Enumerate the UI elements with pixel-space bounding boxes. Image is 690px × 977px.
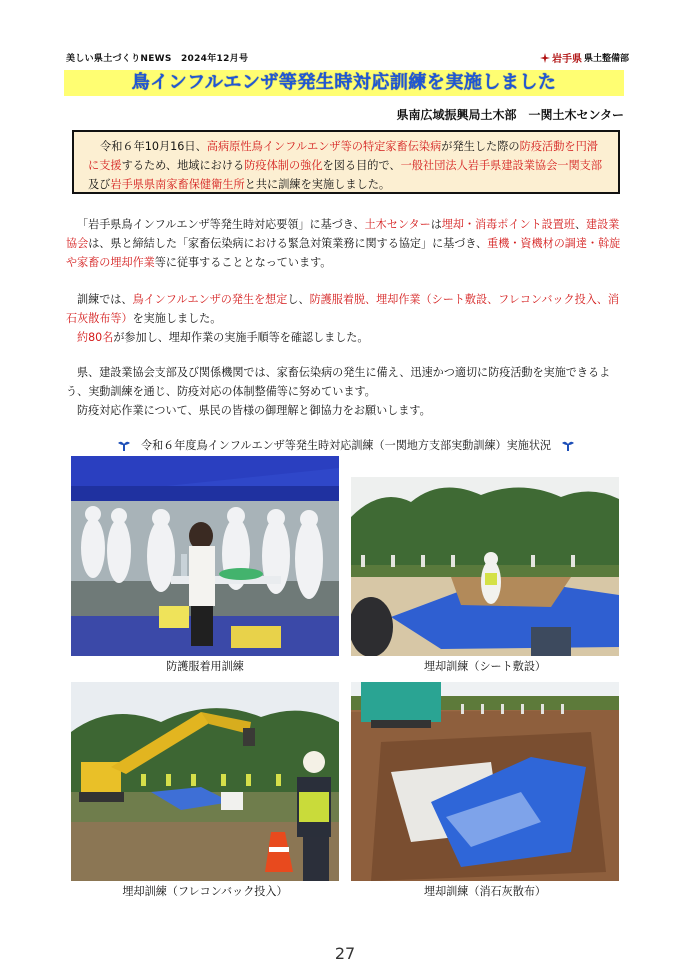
body-text: を図る目的で、 [322,159,401,172]
summary-text [88,140,602,191]
paragraph-closing-text: 県、建設業協会支部及び関係機関では、家畜伝染病の発生に備え、迅速かつ適切に防疫活動を実施できるよう、実動訓練を通じ、防疫対応の体制整備等に努めています。 [66,366,611,398]
page-title: 鳥インフルエンザ等発生時対応訓練を実施しました [64,70,624,96]
newsletter-name: 美しい県土づくりNEWS 2024年12月号 [66,54,249,64]
photo-lime-spreading [351,682,619,881]
photo-section-title: 令和６年度鳥インフルエンザ等発生時対応訓練（一関地方支部実動訓練）実施状況 [140,439,552,452]
highlighted-text: 重機・資機材の調達・斡旋や家畜の埋却作業 [66,237,621,269]
bird-icon [117,440,131,452]
paragraph-training [66,290,628,347]
photo-caption: 防護服着用訓練 [166,660,244,673]
paragraph-participants-text [77,331,368,344]
summary-box [72,130,620,194]
paragraph-request-text: 防疫対応作業について、県民の皆様の御理解と御協力をお願いします。 [77,404,431,417]
highlighted-text: 防疫活動を円滑に支援 [88,140,598,172]
highlighted-text: 防疫体制の強化 [244,159,323,172]
photo-container-bag [71,682,339,881]
photo-protective-suit [71,456,339,656]
body-text: は、県と締結した「家畜伝染病における緊急対策業務に関する協定」に基づき、 [88,237,488,250]
paragraph-role [66,215,628,272]
highlighted-text: 鳥インフルエンザの発生を想定 [132,293,288,306]
body-text: は [430,218,442,231]
org-prefecture: 岩手県 [552,54,582,65]
photo-section-heading [66,437,626,453]
paragraph-training-text [66,293,619,325]
body-text: 、 [574,218,587,231]
body-text: が参加し、埋却作業の実施手順等を確認しました。 [113,331,369,344]
author-department: 県南広域振興局土木部 一関土木センター [396,108,624,122]
org-department: 県土整備部 [584,54,630,64]
body-text: 等に従事することとなっています。 [154,256,332,269]
photo-caption: 埋却訓練（消石灰散布） [423,885,547,898]
highlighted-text: 防護服着脱、埋却作業（シート敷設、フレコンバック投入、消石灰散布等） [66,293,619,325]
body-text: するため、地域における [121,159,245,172]
body-text: 訓練では、 [77,293,133,306]
photo-caption: 埋却訓練（フレコンバック投入） [122,885,288,898]
highlighted-text: 約80名 [77,331,114,344]
body-text: し、 [287,293,310,306]
highlighted-text: 土木センター [364,218,431,231]
paragraph-closing [66,363,628,420]
highlighted-text: 埋却・消毒ポイント設置班 [441,218,575,231]
prefecture-emblem-icon [540,53,550,63]
org-logo [540,50,629,65]
photo-sheet-laying [351,477,619,656]
highlighted-text: 建設業協会 [66,218,620,250]
body-text: を実施しました。 [132,312,222,325]
bird-icon [561,440,575,452]
body-text: 及び [88,178,111,191]
page-number: 27 [334,944,356,963]
highlighted-text: 岩手県県南家畜保健衛生所 [110,178,245,191]
photo-caption: 埋却訓練（シート敷設） [423,660,547,673]
paragraph-role-text [66,218,620,269]
body-text: 令和６年10月16日、 [100,140,207,153]
body-text: が発生した際の [441,140,520,153]
body-text: 「岩手県鳥インフルエンザ等発生時対応要領」に基づき、 [77,218,365,231]
highlighted-text: 一般社団法人岩手県建設業協会一関支部 [400,159,603,172]
highlighted-text: 高病原性鳥インフルエンザ等の特定家畜伝染病 [206,140,442,153]
body-text: と共に訓練を実施しました。 [244,178,391,191]
